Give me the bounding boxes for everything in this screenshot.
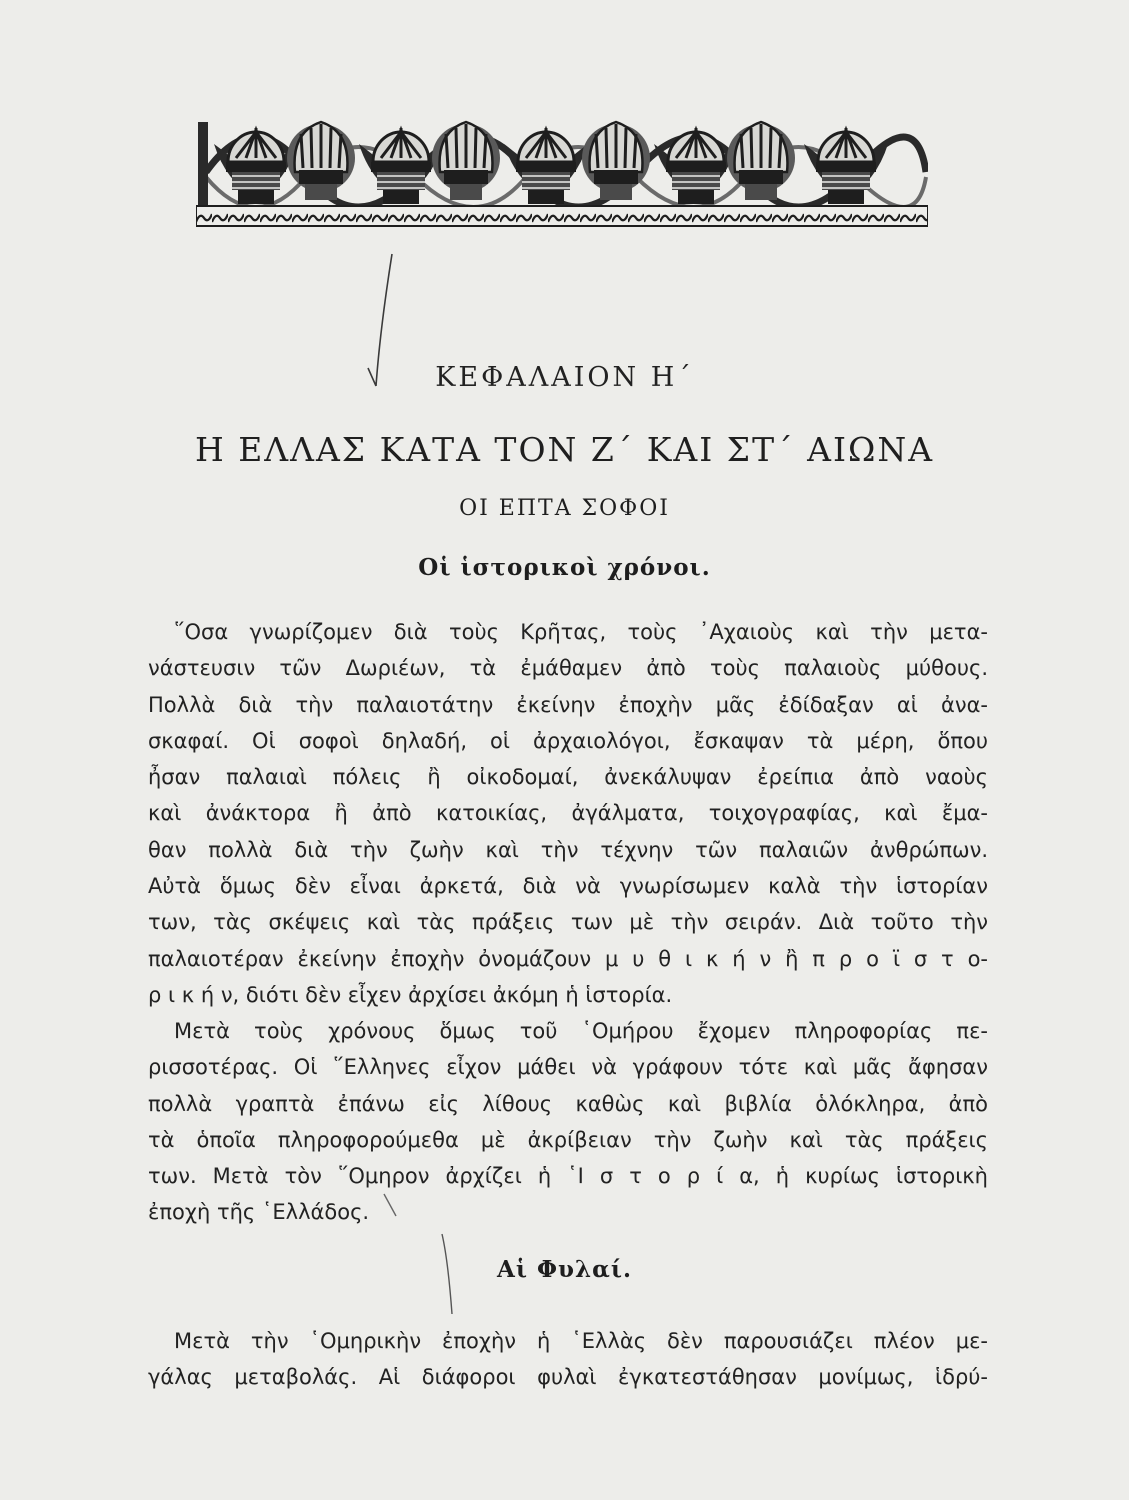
text-line: Πολλὰ διὰ τὴν παλαιοτάτην ἐκείνην ἐποχὴν μᾶς ἐδίδαξαν αἱ ἀνα- xyxy=(148,692,988,717)
text-line: Αὐτὰ ὅμως δὲν εἶναι ἀρκετά, διὰ νὰ γνωρίσωμεν καλὰ τὴν ἱστορίαν xyxy=(148,874,988,899)
paragraph-tribes-1 xyxy=(148,1323,988,1396)
text-line: γάλας μεταβολάς. Αἱ διάφοροι φυλαὶ ἐγκατεστάθησαν μονίμως, ἱδρύ- xyxy=(148,1365,988,1390)
text-line: των, τὰς σκέψεις καὶ τὰς πράξεις των μὲ τὴν σειράν. Διὰ τοῦτο τὴν xyxy=(148,910,988,935)
text-line: καὶ ἀνάκτορα ἢ ἀπὸ κατοικίας, ἀγάλματα, τοιχογραφίας, καὶ ἔμα- xyxy=(148,801,988,826)
palmette-frieze-ornament xyxy=(196,82,928,228)
text-line: παλαιοτέραν ἐκείνην ἐποχὴν ὀνομάζουν μ υ θ ι κ ή ν ἢ π ρ ο ϊ σ τ ο- xyxy=(148,946,988,971)
text-line: θαν πολλὰ διὰ τὴν ζωὴν καὶ τὴν τέχνην τῶν παλαιῶν ἀνθρώπων. xyxy=(148,837,988,862)
text-line: ρισσοτέρας. Οἱ ῞Ελληνες εἶχον μάθει νὰ γράφουν τότε καὶ μᾶς ἄφησαν xyxy=(148,1055,988,1080)
text-line: νάστευσιν τῶν Δωριέων, τὰ ἐμάθαμεν ἀπὸ τοὺς παλαιοὺς μύθους. xyxy=(148,656,988,681)
text-line: τὰ ὁποῖα πληροφορούμεθα μὲ ἀκρίβειαν τὴν ζωὴν καὶ τὰς πράξεις xyxy=(148,1127,988,1152)
chapter-subtitle: ΟΙ ΕΠΤΑ ΣΟΦΟΙ xyxy=(459,496,670,521)
paragraph-historical-times-2 xyxy=(148,1013,988,1231)
paragraph-historical-times-1 xyxy=(148,614,988,1013)
text-line: ῞Οσα γνωρίζομεν διὰ τοὺς Κρῆτας, τοὺς ᾿Αχαιοὺς καὶ τὴν μετα- xyxy=(174,620,988,644)
text-line: σκαφαί. Οἱ σοφοὶ δηλαδή, οἱ ἀρχαιολόγοι, ἔσκαψαν τὰ μέρη, ὅπου xyxy=(148,728,988,753)
text-line: των. Μετὰ τὸν ῞Ομηρον ἀρχίζει ἡ ῾Ι σ τ ο ρ ί α, ἡ κυρίως ἱστορικὴ xyxy=(148,1164,988,1189)
text-line: ρ ι κ ή ν, διότι δὲν εἶχεν ἀρχίσει ἀκόμη ἡ ἱστορία. xyxy=(148,982,673,1007)
text-line: Μετὰ τοὺς χρόνους ὅμως τοῦ ῾Ομήρου ἔχομεν πληροφορίας πε- xyxy=(174,1019,988,1043)
section-heading-historical-times: Οἱ ἱστορικοὶ χρόνοι. xyxy=(418,554,711,581)
text-line: πολλὰ γραπτὰ ἐπάνω εἰς λίθους καθὼς καὶ βιβλία ὁλόκληρα, ἀπὸ xyxy=(148,1091,988,1116)
text-line: ἐποχὴ τῆς ῾Ελλάδος. xyxy=(148,1200,370,1225)
chapter-title: Η ΕΛΛΑΣ ΚΑΤΑ ΤΟΝ Ζ΄ ΚΑΙ ΣΤ΄ ΑΙΩΝΑ xyxy=(194,430,935,469)
section-heading-tribes: Αἱ Φυλαί. xyxy=(497,1256,632,1283)
text-line: Μετὰ τὴν ῾Ομηρικὴν ἐποχὴν ἡ ῾Ελλὰς δὲν παρουσιάζει πλέον με- xyxy=(174,1329,988,1353)
text-line: ἦσαν παλαιαὶ πόλεις ἢ οἰκοδομαί, ἀνεκάλυψαν ἐρείπια ἀπὸ ναοὺς xyxy=(148,765,988,790)
chapter-label: ΚΕΦΑΛΑΙΟΝ Η΄ xyxy=(435,362,694,393)
